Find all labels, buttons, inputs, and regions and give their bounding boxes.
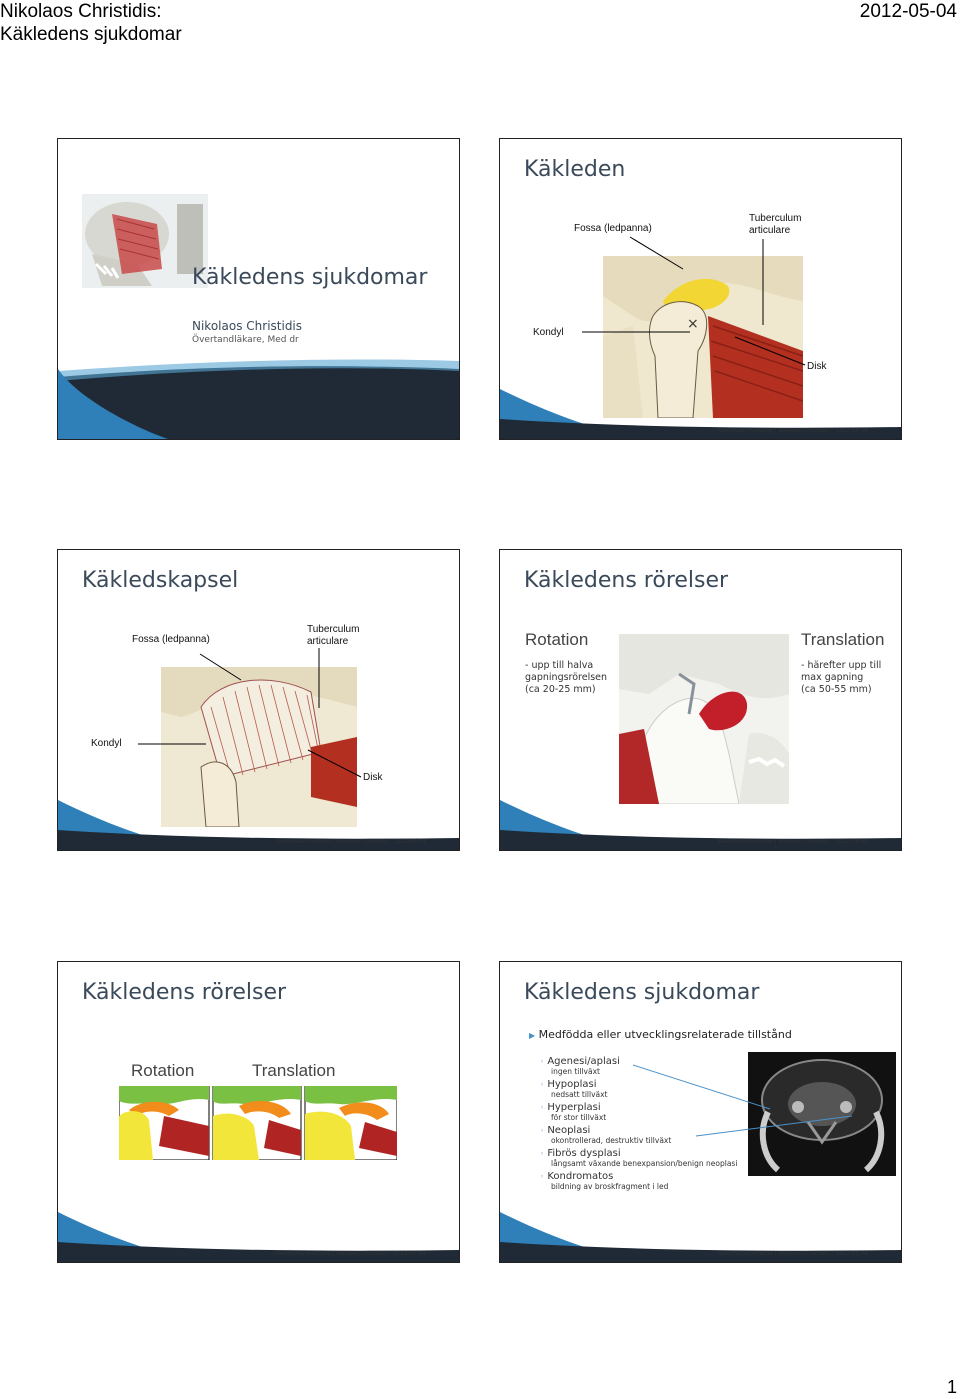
translation-text: - härefter upp till max gapning (ca 50-55 mm) <box>801 660 882 695</box>
list-item: ◦ Fibrös dysplasi långsamt växande benexpansion/benign neoplasi <box>540 1148 738 1168</box>
item-desc: långsamt växande benexpansion/benign neoplasi <box>551 1159 738 1168</box>
item-desc: bildning av broskfragment i led <box>551 1182 669 1191</box>
item-desc: för stor tillväxt <box>551 1113 607 1122</box>
footer-text: Karolinska Institutet | Nikolaos Christidis <box>276 1251 387 1257</box>
movement-panel-2 <box>213 1086 301 1160</box>
author-role: Övertandläkare, Med dr <box>192 335 299 345</box>
list-item: ◦ Hyperplasi för stor tillväxt <box>540 1102 737 1125</box>
list-item: ◦ Hypoplasi nedsatt tillväxt <box>540 1079 737 1102</box>
item-name: Neoplasi <box>547 1125 591 1136</box>
label-tuberculum: Tuberculum articulare <box>307 624 360 647</box>
slide-footer <box>718 839 868 845</box>
slide-footer <box>718 428 868 434</box>
bullet-arrow-icon: ▶ <box>529 1031 536 1040</box>
slide-5 <box>57 961 460 1263</box>
translation-heading: Translation <box>252 1061 336 1080</box>
label-kondyl: Kondyl <box>533 327 564 338</box>
rotation-heading: Rotation <box>525 630 589 649</box>
slide-swoosh <box>58 349 459 439</box>
slide-4 <box>499 549 902 851</box>
label-disk: Disk <box>363 772 383 783</box>
document-date: 2012-05-04 <box>859 1 957 22</box>
label-kondyl: Kondyl <box>91 738 122 749</box>
slide-title: Käkledens rörelser <box>82 980 287 1005</box>
movement-panel-1 <box>119 1086 209 1160</box>
label-disk: Disk <box>807 361 827 372</box>
document-title-line2: Käkledens sjukdomar <box>0 24 182 45</box>
movement-diagram <box>119 1086 397 1160</box>
footer-date: 2012-05-04 <box>393 1251 426 1257</box>
slide-title: Käkleden <box>524 157 626 182</box>
slide-footer <box>276 1251 426 1257</box>
slide-title: Käkledens sjukdomar <box>192 265 428 290</box>
slide-footer <box>718 1251 868 1257</box>
footer-date: 2012-05-04 <box>835 839 868 845</box>
main-bullet-text: Medfödda eller utvecklingsrelaterade tillstånd <box>538 1028 792 1041</box>
jaw-3d-image <box>619 634 789 804</box>
rotation-heading: Rotation <box>131 1061 195 1080</box>
slide-title: Käkledskapsel <box>82 568 239 593</box>
author-name: Nikolaos Christidis <box>192 319 303 333</box>
slide-6 <box>499 961 902 1263</box>
slide-2 <box>499 138 902 440</box>
slide-footer <box>276 839 426 845</box>
label-fossa: Fossa (ledpanna) <box>574 223 652 234</box>
list-item: ◦ Kondromatos bildning av broskfragment i led <box>540 1171 737 1194</box>
item-name: Hyperplasi <box>547 1102 601 1113</box>
list-item: ◦ Neoplasi okontrollerad, destruktiv tillväxt <box>540 1125 737 1148</box>
footer-text: Karolinska Institutet | Nikolaos Christidis <box>718 428 829 434</box>
footer-text: Karolinska Institutet | Nikolaos Christidis <box>718 839 829 845</box>
item-desc: okontrollerad, destruktiv tillväxt <box>551 1136 672 1145</box>
item-desc: nedsatt tillväxt <box>551 1090 608 1099</box>
footer-date: 2012-05-04 <box>835 1251 868 1257</box>
list-item: ◦ Agenesi/aplasi ingen tillväxt <box>540 1056 737 1079</box>
movement-panel-3 <box>305 1086 397 1160</box>
label-tuberculum: Tuberculum articulare <box>749 213 802 236</box>
slide-3 <box>57 549 460 851</box>
item-desc: ingen tillväxt <box>551 1067 600 1076</box>
rotation-text: - upp till halva gapningsrörelsen (ca 20-25 mm) <box>525 660 608 695</box>
footer-text: Karolinska Institutet | Nikolaos Christidis <box>718 1251 829 1257</box>
skull-image <box>82 194 208 288</box>
item-name: Agenesi/aplasi <box>547 1056 620 1067</box>
translation-heading: Translation <box>801 630 885 649</box>
document-title-line1: Nikolaos Christidis: <box>0 1 162 22</box>
item-name: Kondromatos <box>547 1171 614 1182</box>
footer-date: 2012-05-04 <box>393 839 426 845</box>
slide-title: Käkledens sjukdomar <box>524 980 760 1005</box>
footer-date: 2012-05-04 <box>835 428 868 434</box>
svg-text:×: × <box>687 316 699 332</box>
page-number: 1 <box>946 1377 957 1397</box>
label-fossa: Fossa (ledpanna) <box>132 634 210 645</box>
document-title <box>0 0 182 46</box>
item-name: Hypoplasi <box>547 1079 597 1090</box>
slide-title: Käkledens rörelser <box>524 568 729 593</box>
footer-text: Karolinska Institutet | Nikolaos Christidis <box>276 839 387 845</box>
item-name: Fibrös dysplasi <box>547 1148 621 1159</box>
slide-1 <box>57 138 460 440</box>
